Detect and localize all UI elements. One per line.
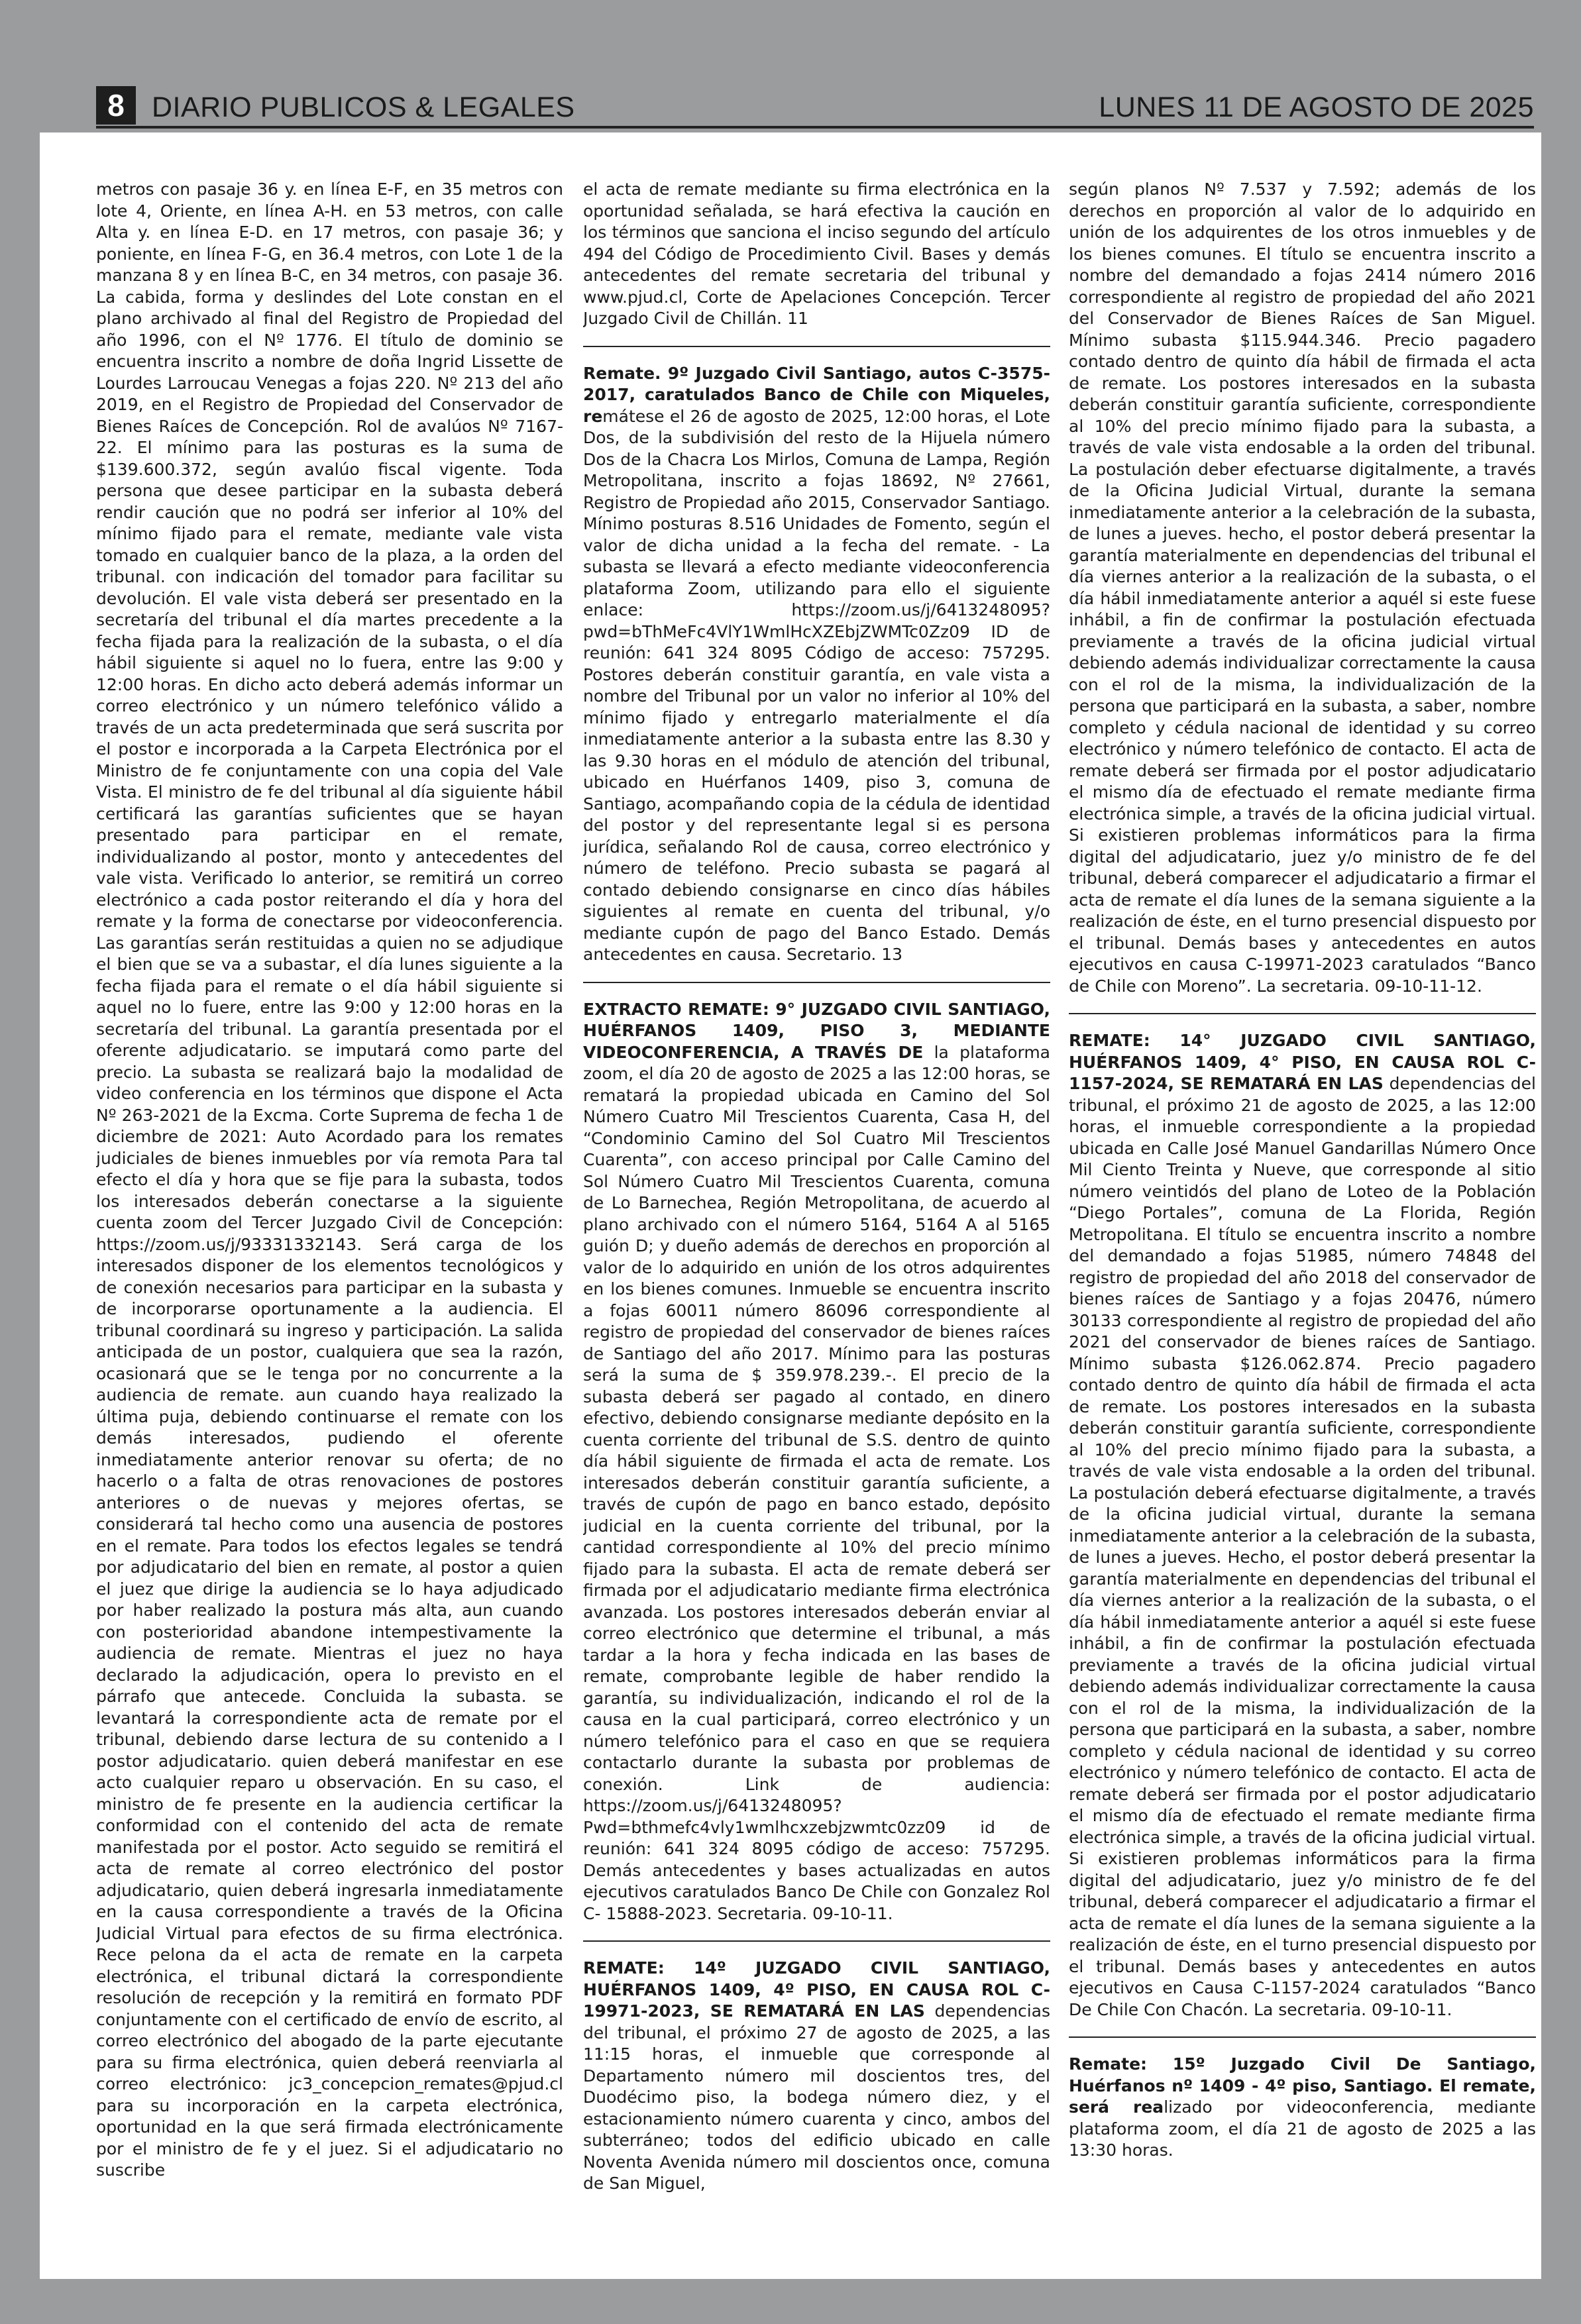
page-header: [96, 85, 1534, 129]
notice-heading: REMATE: 14° JUZGADO CIVIL SANTIAGO, HUÉRFANOS 1409, 4° PISO, EN CAUSA ROL C-1157-2024, SE REMATARÁ EN LAS: [1069, 1031, 1536, 1093]
notice-body: dependencias del tribunal, el próximo 21 de agosto de 2025, a las 12:00 horas, el inmueble correspondiente a la propiedad ubicada en Calle José Manuel Gandarillas Número Once Mil Ciento Treinta y Nueve, que corresponde al sitio número veintidós del plano de Loteo de la Población “Diego Portales”, comuna de La Florida, Región Metropolitana. El título se encuentra inscrito a nombre del demandado a fojas 51985, número 74848 del registro de propiedad del año 2018 del conservador de bienes raíces de Santiago y a fojas 20476, número 30133 correspondiente al registro de propiedad del año 2021 del conservador de bienes raíces de Santiago. Mínimo subasta $126.062.874. Precio pagadero contado dentro de quinto día hábil de firmada el acta de remate. Los postores interesados en la subasta deberán constituir garantía suficiente, correspondiente al 10% del precio mínimo fijado para la subasta, a través de vale vista endosable a la orden del tribunal. La postulación deberá efectuarse digitalmente, a través de la oficina judicial virtual, durante la semana inmediatamente anterior a la celebración de la subasta, de lunes a jueves. Hecho, el postor deberá presentar la garantía materialmente en dependencias del tribunal el día viernes anterior a la realización de la subasta, o el día hábil inmediatamente anterior a aquél si este fuese inhábil, a fin de confirmar la postulación efectuada previamente a través de la oficina judicial virtual debiendo además individualizar correctamente la causa con el rol de la misma, la individualización de la persona que participará en la subasta, a saber, nombre completo y cédula nacional de identidad y su correo electrónico y número telefónico de contacto. El acta de remate deberá ser firmada por el postor adjudicatario el mismo día de efectuado el remate mediante firma electrónica simple, a través de la oficina judicial virtual. Si existieren problemas informáticos para la firma digital del adjudicatario, juez y/o ministro de fe del tribunal, deberá comparecer el adjudicatario a firmar el acta de remate el día lunes de la semana siguiente a la realización de éste, en el turno presencial dispuesto por el tribunal. Demás bases y antecedentes en autos ejecutivos en Causa C-1157-2024 caratulados “Banco De Chile Con Chacón. La secretaria. 09-10-11.: [1069, 1074, 1536, 2019]
divider: [1069, 1013, 1536, 1014]
notice: [583, 1958, 1050, 2195]
column-2: [583, 179, 1050, 2272]
divider: [583, 346, 1050, 347]
notice-body: según planos Nº 7.537 y 7.592; además de los derechos en proporción al valor de lo adquirido en unión de los adquirentes de los otros inmuebles y de los bienes comunes. El título se encuentra inscrito a nombre del demandado a fojas 2414 número 2016 correspondiente al registro de propiedad del año 2021 del Conservador de Bienes Raíces de San Miguel. Mínimo subasta $115.944.346. Precio pagadero contado dentro de quinto día hábil de firmada el acta de remate. Los postores interesados en la subasta deberán constituir garantía suficiente, correspondiente al 10% del precio mínimo fijado para la subasta, a través de vale vista endosable a la orden del tribunal. La postulación deber efectuarse digitalmente, a través de la Oficina Judicial Virtual, durante la semana inmediatamente anterior a la celebración de la subasta, de lunes a jueves. hecho, el postor deberá presentar la garantía materialmente en dependencias del tribunal el día viernes anterior a la realización de la subasta, o el día hábil inmediatamente anterior a aquél si este fuese inhábil, a fin de confirmar la postulación efectuada previamente a través de la oficina judicial virtual debiendo además individualizar correctamente la causa con el rol de la misma, la individualización de la persona que participará en la subasta, a saber, nombre completo y cédula nacional de identidad y su correo electrónico y número telefónico de contacto. El acta de remate deberá ser firmada por el postor adjudicatario el mismo día de efectuado el remate mediante firma electrónica simple, a través de la oficina judicial virtual. Si existieren problemas informáticos para la firma digital del adjudicatario, juez y/o ministro de fe del tribunal, deberá comparecer el adjudicatario a firmar el acta de remate el día lunes de la semana siguiente a la realización de éste, en el turno presencial dispuesto por el tribunal. Demás bases y antecedentes en autos ejecutivos en causa C-19971-2023 caratulados “Banco de Chile con Moreno”. La secretaria. 09-10-11-12.: [1069, 180, 1536, 996]
notice-heading: EXTRACTO REMATE: 9° JUZGADO CIVIL SANTIAGO, HUÉRFANOS 1409, PISO 3, MEDIANTE VIDEOCONFERENCIA, A TRAVÉS DE: [583, 999, 1050, 1062]
issue-date: LUNES 11 DE AGOSTO DE 2025: [1099, 91, 1534, 123]
notice: [1069, 1030, 1536, 2021]
divider: [583, 1940, 1050, 1942]
notice: [583, 363, 1050, 966]
notice: [96, 179, 563, 2182]
notice: [583, 179, 1050, 330]
notice-body: lizado por videoconferencia, mediante plataforma zoom, el día 21 de agosto de 2025 a las 13:30 horas.: [1069, 2097, 1536, 2160]
notice-body: mátese el 26 de agosto de 2025, 12:00 horas, el Lote Dos, de la subdivisión del resto de la Hijuela número Dos de la Chacra Los Mirlos, Comuna de Lampa, Región Metropolitana, inscrito a fojas 18692, Nº 27661, Registro de Propiedad año 2015, Conservador Santiago. Mínimo posturas 8.516 Unidades de Fomento, según el valor de dicha unidad a la fecha del remate. - La subasta se llevará a efecto mediante videoconferencia plataforma Zoom, utilizando para ello el siguiente enlace: https://zoom.us/j/6413248095?pwd=bThMeFc4VlY1WmlHcXZEbjZWMTc0Zz09 ID de reunión: 641 324 8095 Código de acceso: 757295. Postores deberán constituir garantía, en vale vista a nombre del Tribunal por un valor no inferior al 10% del mínimo fijado y entregarlo materialmente el día inmediatamente anterior a la subasta entre las 8.30 y las 9.30 horas en el módulo de atención del tribunal, ubicado en Huérfanos 1409, piso 3, comuna de Santiago, acompañando copia de la cédula de identidad del postor y del representante legal si es persona jurídica, señalando Rol de causa, correo electrónico y número de teléfono. Precio subasta se pagará al contado debiendo consignarse en cinco días hábiles siguientes al remate en cuenta del tribunal, y/o mediante cupón de pago del Banco Estado. Demás antecedentes en causa. Secretario. 13: [583, 406, 1050, 964]
page-content: [40, 132, 1541, 2279]
notice-body: dependencias del tribunal, el próximo 27 de agosto de 2025, a las 11:15 horas, el inmueble que corresponde al Departamento número mil doscientos tres, del Duodécimo piso, la bodega número diez, y el estacionamiento número cuarenta y cinco, ambos del subterráneo; todos del edificio ubicado en calle Noventa Avenida número mil doscientos once, comuna de San Miguel,: [583, 2001, 1050, 2193]
notice-body: el acta de remate mediante su firma electrónica en la oportunidad señalada, se hará efectiva la caución en los términos que sanciona el inciso segundo del artículo 494 del Código de Procedimiento Civil. Bases y demás antecedentes del remate secretaria del tribunal y www.pjud.cl, Corte de Apelaciones Concepción. Tercer Juzgado Civil de Chillán. 11: [583, 180, 1050, 328]
column-1: [96, 179, 563, 2272]
notice-body: metros con pasaje 36 y. en línea E-F, en 35 metros con lote 4, Oriente, en línea A-H. en 53 metros, con calle Alta y. en línea E-D. en 17 metros, con pasaje 36; y poniente, en línea F-G, en 36.4 metros, con Lote 1 de la manzana 8 y en línea B-C, en 34 metros, con pasaje 36. La cabida, forma y deslindes del Lote constan en el plano archivado al final del Registro de Propiedad del año 1996, con el Nº 1776. El título de dominio se encuentra inscrito a nombre de doña Ingrid Lissette de Lourdes Larroucau Venegas a fojas 220. Nº 213 del año 2019, en el Registro de Propiedad del Conservador de Bienes Raíces de Concepción. Rol de avalúos Nº 7167-22. El mínimo para las posturas es la suma de $139.600.372, según avalúo fiscal vigente. Toda persona que desee participar en la subasta deberá rendir caución que no podrá ser inferior al 10% del mínimo fijado para el remate, mediante vale vista tomado en cualquier banco de la plaza, a la orden del tribunal. con indicación del tomador para facilitar su devolución. El vale vista deberá ser presentado en la secretaría del tribunal el día martes precedente a la fecha fijada para la realización de la subasta, o el día hábil siguiente si aquel no lo fuera, entre las 9:00 y 12:00 horas. En dicho acto deberá además informar un correo electrónico y un número telefónico válido a través de un acta predeterminada que será suscrita por el postor e incorporada a la Carpeta Electrónica por el Ministro de fe conjuntamente con una copia del Vale Vista. El ministro de fe del tribunal al día siguiente hábil certificará las garantías suficientes que se hayan presentado para participar en el remate, individualizando al postor, monto y antecedentes del vale vista. Verificado lo anterior, se remitirá un correo electrónico a cada postor reiterando el día y hora del remate y la forma de conectarse por videoconferencia. Las garantías serán restituidas a quien no se adjudique el bien que se va a subastar, el día lunes siguiente a la fecha fijada para el remate o el día hábil siguiente si aquel no lo fuere, entre las 9:00 y 12:00 horas en la secretaría del tribunal. La garantía presentada por el oferente adjudicatario. se imputará como parte del precio. La subasta se realizará bajo la modalidad de video conferencia en los términos que dispone el Acta Nº 263-2021 de la Excma. Corte Suprema de fecha 1 de diciembre de 2021: Auto Acordado para los remates judiciales de bienes inmuebles por vía remota Para tal efecto el día y hora que se fije para la subasta, todos los interesados deberán conectarse a la siguiente cuenta zoom del Tercer Juzgado Civil de Concepción: https://zoom.us/j/93331332143. Será carga de los interesados disponer de los elementos tecnológicos y de conexión necesarios para participar en la subasta y de incorporarse oportunamente a la audiencia. El tribunal coordinará su ingreso y participación. La salida anticipada de un postor, cualquiera que sea la razón, ocasionará que se le tenga por no concurrente a la audiencia de remate. aun cuando haya realizado la última puja, debiendo continuarse el remate con los demás interesados, pudiendo el oferente inmediatamente anterior renovar su oferta; de no hacerlo o a falta de otras renovaciones de postores anteriores o de nuevas y mejores ofertas, se considerará tal hecho como una ausencia de postores en el remate. Para todos los efectos legales se tendrá por adjudicatario del bien en remate, al postor a quien el juez que dirige la audiencia se lo haya adjudicado por haber realizado la postura más alta, aun cuando con posterioridad abandone intempestivamente la audiencia de remate. Mientras el juez no haya declarado la adjudicación, opera lo previsto en el párrafo que antecede. Concluida la subasta. se levantará la correspondiente acta de remate por el tribunal, debiendo darse lectura de su contenido a I postor adjudicatario. quien deberá manifestar en ese acto cualquier reparo u observación. En su caso, el ministro de fe presente en la audiencia certificar la conformidad con el contenido del acta de remate manifestada por el postor. Acto seguido se remitirá el acta de remate al correo electrónico del postor adjudicatario, quien deberá ingresarla inmediatamente en la causa correspondiente a través de la Oficina Judicial Virtual para efectos de su firma electrónica. Rece pelona da el acta de remate en la carpeta electrónica, el tribunal dictará la correspondiente resolución de recepción y la remitirá en formato PDF conjuntamente con el certificado de envío de escrito, al correo electrónico del abogado de la parte ejecutante para su firma electrónica, quien deberá reenviarla al correo electrónico: jc3_concepcion_remates@pjud.cl para su incorporación en la carpeta electrónica, oportunidad en la que será firmada electrónicamente por el ministro de fe y el juez. Si el adjudicatario no suscribe: [96, 180, 563, 2180]
notice: [1069, 2054, 1536, 2162]
page-number: 8: [96, 86, 136, 125]
notice-body: la plataforma zoom, el día 20 de agosto de 2025 a las 12:00 horas, se rematará la propiedad ubicada en Camino del Sol Número Cuatro Mil Trescientos Cuarenta, Casa H, del “Condominio Camino del Sol Cuatro Mil Trescientos Cuarenta”, con acceso principal por Calle Camino del Sol Número Cuatro Mil Trescientos Cuarenta, comuna de Lo Barnechea, Región Metropolitana, de acuerdo al plano archivado con el número 5164, 5164 A al 5165 guión D; y dueño además de derechos en proporción al valor de lo adquirido en unión de los otros adquirentes en los bienes comunes. Inmueble se encuentra inscrito a fojas 60011 número 86096 correspondiente al registro de propiedad del conservador de bienes raíces de Santiago del año 2017. Mínimo para las posturas será la suma de $ 359.978.239.-. El precio de la subasta deberá ser pagado al contado, en dinero efectivo, debiendo consignarse mediante depósito en la cuenta corriente del tribunal de S.S. dentro de quinto día hábil siguiente de firmada el acta de remate. Los interesados deberán constituir garantía suficiente, a través de cupón de pago en banco estado, depósito judicial en la cuenta corriente del tribunal, por la cantidad correspondiente al 10% del precio mínimo fijado para la subasta. El acta de remate deberá ser firmada por el adjudicatario mediante firma electrónica avanzada. Los postores interesados deberán enviar al correo electrónico que determine el tribunal, a más tardar a la hora y fecha indicada en las bases de remate, comprobante legible de haber rendido la garantía, su individualización, indicando el rol de la causa en la cual participará, correo electrónico y un número telefónico para el caso en que se requiera contactarlo durante la subasta por problemas de conexión. Link de audiencia: https://zoom.us/j/6413248095?Pwd=bthmefc4vly1wmlhcxzebjzwmtc0zz09 id de reunión: 641 324 8095 código de acceso: 757295. Demás antecedentes y bases actualizadas en autos ejecutivos caratulados Banco De Chile con Gonzalez Rol C- 15888-2023. Secretaria. 09-10-11.: [583, 1042, 1050, 1923]
notice-heading: Remate: 15º Juzgado Civil De Santiago, Huérfanos nº 1409 - 4º piso, Santiago. El remate, será rea: [1069, 2054, 1536, 2117]
notice-heading: Remate. 9º Juzgado Civil Santiago, autos C-3575-2017, caratulados Banco de Chile con Miqueles, re: [583, 363, 1050, 426]
column-3: [1069, 179, 1536, 2272]
divider: [1069, 2036, 1536, 2038]
notice-heading: REMATE: 14º JUZGADO CIVIL SANTIAGO, HUÉRFANOS 1409, 4º PISO, EN CAUSA ROL C-19971-2023, SE REMATARÁ EN LAS: [583, 1958, 1050, 2021]
notice: [1069, 179, 1536, 997]
divider: [583, 982, 1050, 983]
section-title: DIARIO PUBLICOS & LEGALES: [152, 91, 575, 123]
notice: [583, 999, 1050, 1925]
